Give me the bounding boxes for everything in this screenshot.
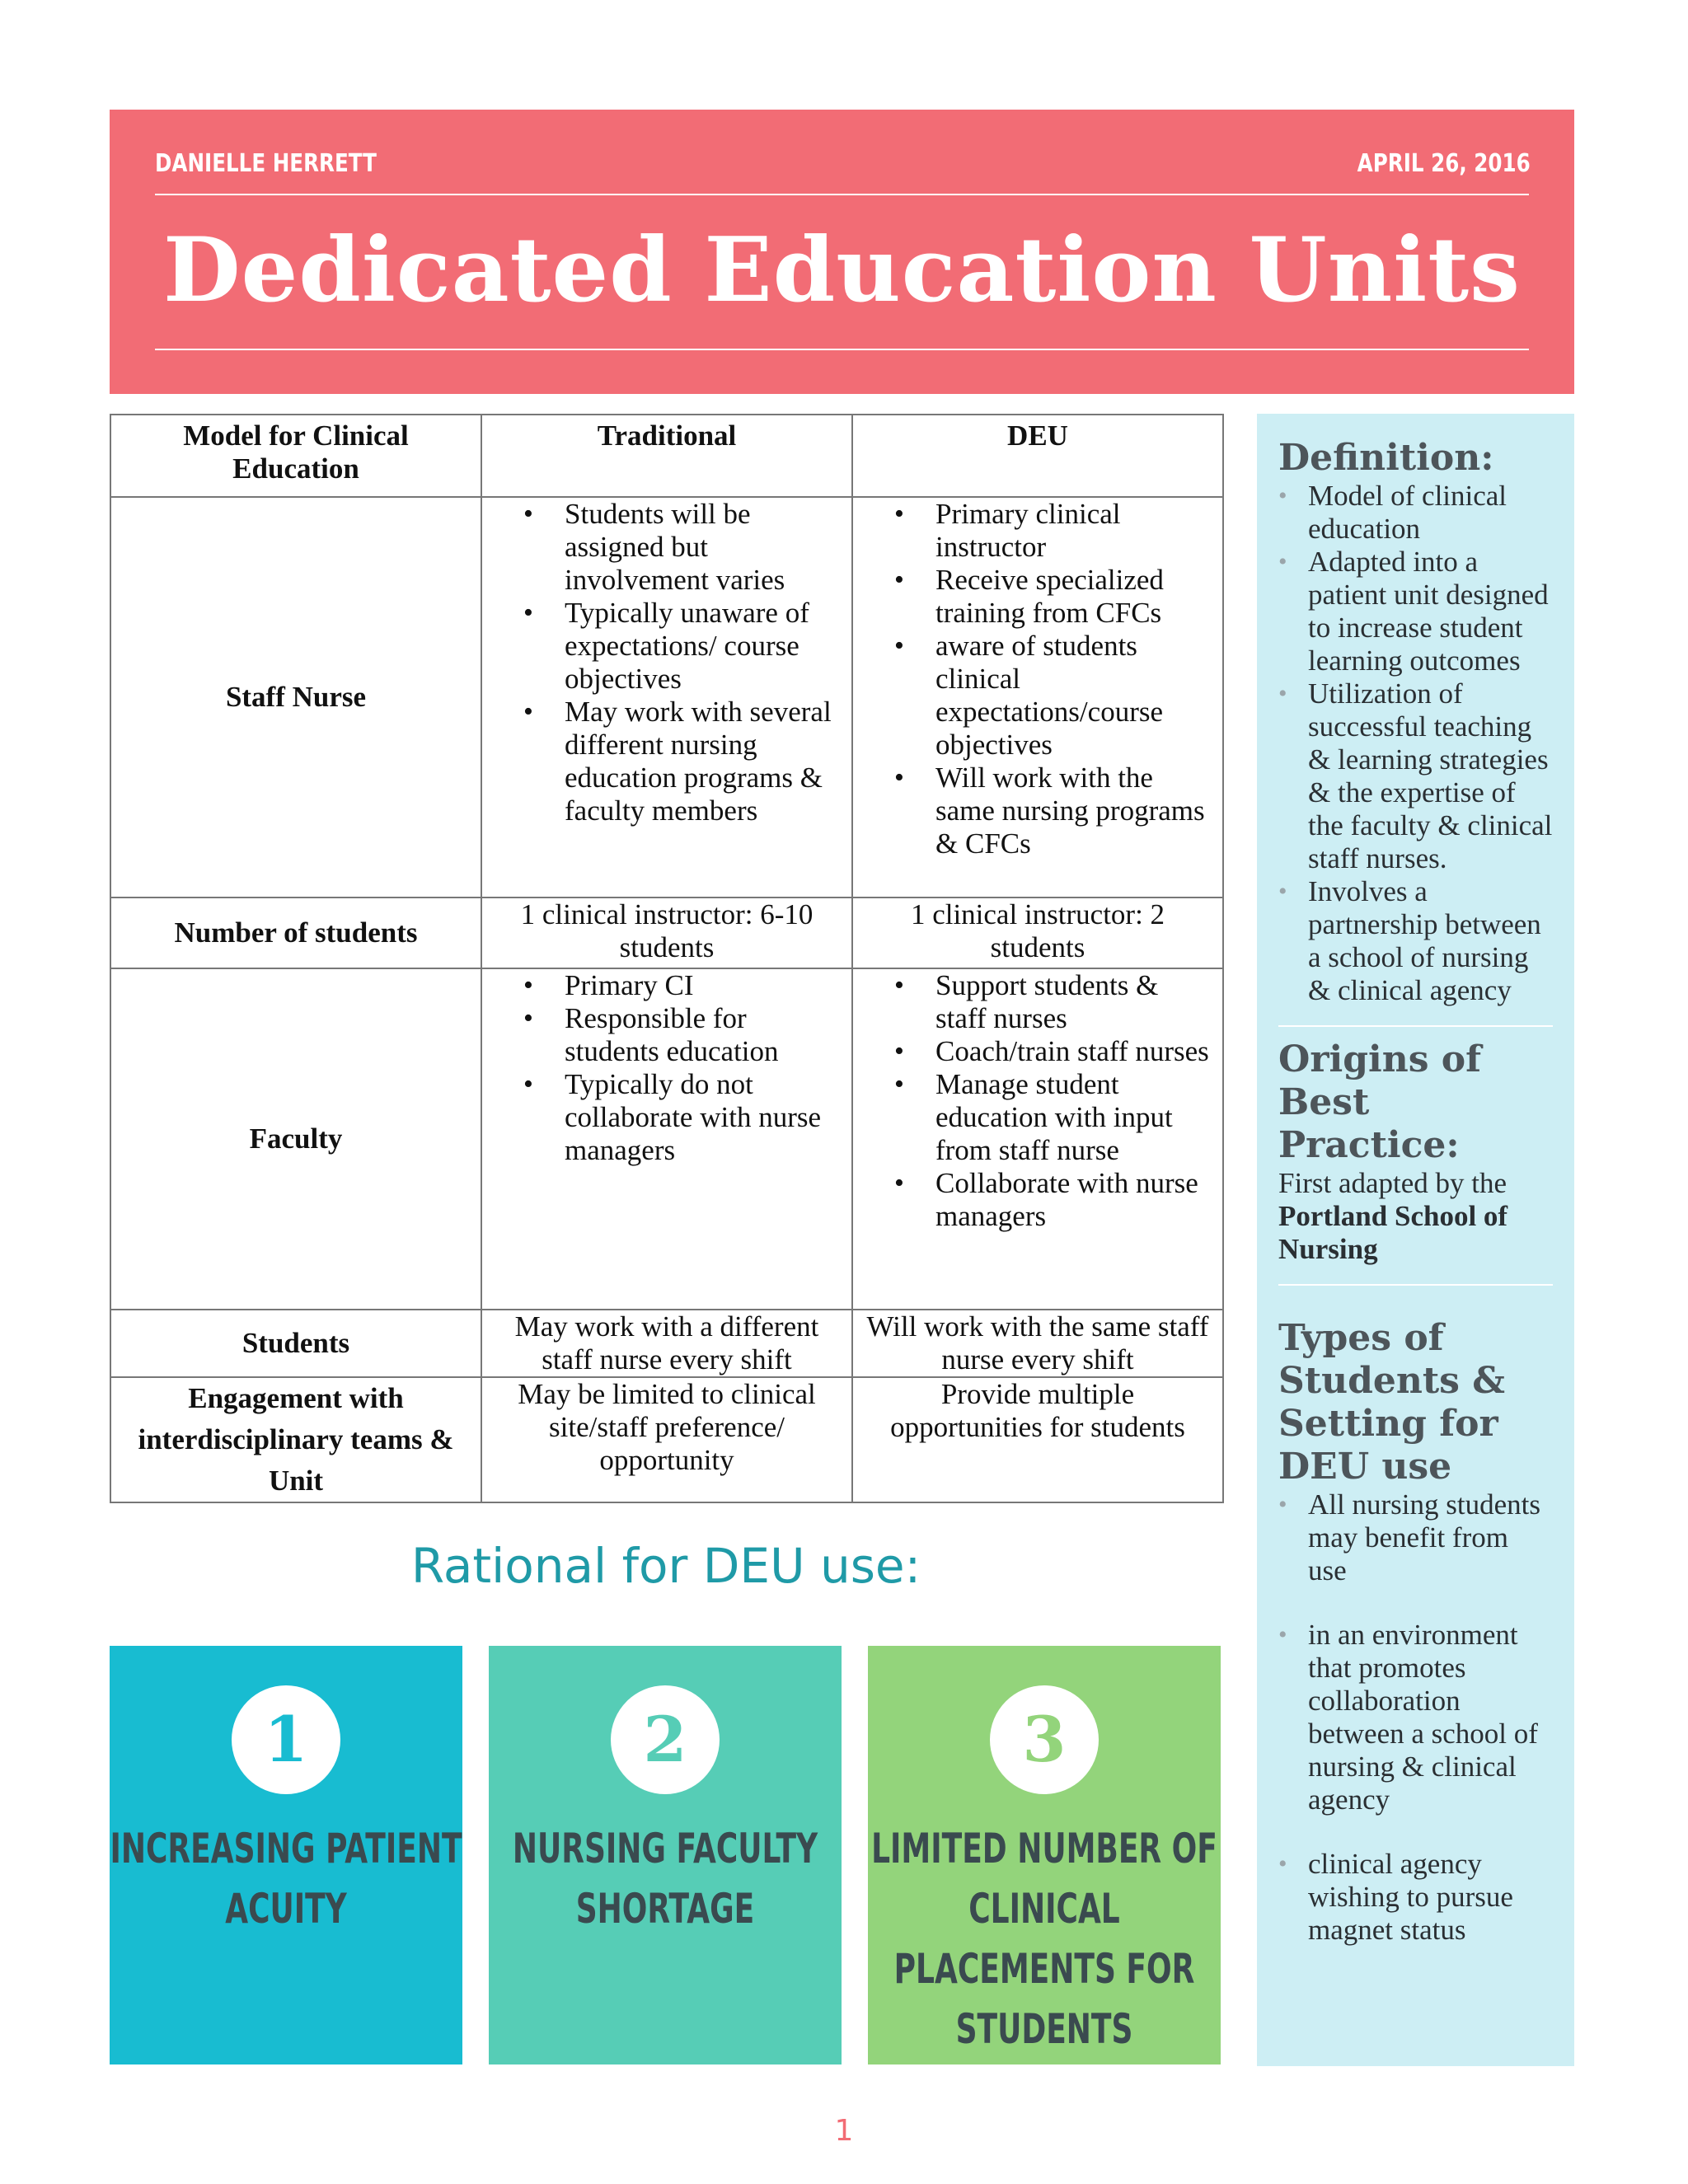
table-cell: 1 clinical instructor: 2 students [852, 898, 1223, 968]
section-divider [1278, 1284, 1553, 1286]
table-cell: 1 clinical instructor: 6-10 students [481, 898, 852, 968]
types-list [1278, 1488, 1553, 1947]
row-header: Engagement with interdisciplinary teams & Unit [110, 1377, 481, 1502]
comparison-table [110, 414, 1224, 1503]
card-number-badge: 1 [232, 1685, 340, 1794]
origins-heading: Origins of Best Practice: [1278, 1038, 1482, 1166]
column-header-deu: DEU [852, 415, 1223, 497]
card-label: NURSING FACULTY SHORTAGE [512, 1825, 818, 1933]
list-item: • Responsible for students education [494, 1002, 840, 1068]
list-item: • Coach/train staff nurses [865, 1035, 1211, 1068]
list-item: • Support students & staff nurses [865, 969, 1211, 1035]
definition-list [1278, 480, 1553, 1007]
table-cell [852, 497, 1223, 898]
card-number-badge: 3 [990, 1685, 1099, 1794]
table-cell: May be limited to clinical site/staff preference/ opportunity [481, 1377, 852, 1502]
table-row [110, 898, 1223, 968]
table-header-row [110, 415, 1223, 497]
rational-heading: Rational for DEU use: [410, 1538, 921, 1594]
list-item: • Collaborate with nurse managers [865, 1167, 1211, 1233]
card-number-badge: 2 [611, 1685, 720, 1794]
table-cell [481, 497, 852, 898]
origins-text [1278, 1167, 1553, 1266]
column-header-traditional: Traditional [481, 415, 852, 497]
list-item: • All nursing students may benefit from use [1278, 1488, 1553, 1587]
origins-school: Portland School of Nursing [1278, 1200, 1508, 1265]
row-header: Faculty [110, 968, 481, 1310]
table-cell: May work with a different staff nurse every shift [481, 1310, 852, 1377]
list-item: • Students will be assigned but involvement varies [494, 498, 840, 597]
row-header: Number of students [110, 898, 481, 968]
table-cell [852, 968, 1223, 1310]
row-header: Staff Nurse [110, 497, 481, 898]
header-meta [155, 138, 1531, 188]
list-item: • clinical agency wishing to pursue magnet status [1278, 1848, 1553, 1947]
rational-card-3 [868, 1646, 1221, 2064]
document-date: APRIL 26, 2016 [1357, 148, 1531, 178]
list-item: • Primary CI [494, 969, 840, 1002]
header-rule-top [155, 194, 1529, 195]
list-item: • Receive specialized training from CFCs [865, 564, 1211, 630]
definition-heading: Definition: [1278, 437, 1494, 479]
list-item: • Typically do not collaborate with nurse managers [494, 1068, 840, 1167]
card-label: LIMITED NUMBER OF CLINICAL PLACEMENTS FOR STUDENTS [871, 1825, 1217, 2053]
table-cell [481, 968, 852, 1310]
card-label: INCREASING PATIENT ACUITY [110, 1825, 462, 1933]
origins-intro: First adapted by the [1278, 1167, 1507, 1199]
table-cell: Provide multiple opportunities for students [852, 1377, 1223, 1502]
bullet-list [494, 969, 840, 1167]
list-item: • Model of clinical education [1278, 480, 1553, 546]
table-row [110, 968, 1223, 1310]
table-row [110, 1377, 1223, 1502]
info-sidebar [1257, 414, 1574, 2066]
bullet-list [865, 498, 1211, 860]
table-row [110, 1310, 1223, 1377]
list-item: • Manage student education with input from staff nurse [865, 1068, 1211, 1167]
page-title: Dedicated Education Units [163, 218, 1521, 322]
rational-card-2 [489, 1646, 842, 2064]
author-name: DANIELLE HERRETT [155, 148, 377, 178]
list-item: • Involves a partnership between a school of nursing & clinical agency [1278, 875, 1553, 1007]
list-item: • Adapted into a patient unit designed to increase student learning outcomes [1278, 546, 1553, 677]
section-divider [1278, 1025, 1553, 1027]
row-header: Students [110, 1310, 481, 1377]
header-rule-bottom [155, 349, 1529, 350]
list-item: • in an environment that promotes collaboration between a school of nursing & clinical agency [1278, 1619, 1553, 1816]
list-item: • Primary clinical instructor [865, 498, 1211, 564]
list-item: • May work with several different nursing education programs & faculty members [494, 696, 840, 827]
list-item: • Will work with the same nursing programs & CFCs [865, 762, 1211, 860]
header-banner [110, 110, 1574, 394]
types-heading: Types of Students & Setting for DEU use [1278, 1317, 1505, 1488]
bullet-list [865, 969, 1211, 1233]
list-item: • Typically unaware of expectations/ course objectives [494, 597, 840, 696]
table-cell: Will work with the same staff nurse every shift [852, 1310, 1223, 1377]
bullet-list [494, 498, 840, 827]
list-item: • aware of students clinical expectations/course objectives [865, 630, 1211, 762]
table-row [110, 497, 1223, 898]
rational-card-1 [110, 1646, 462, 2064]
column-header-model: Model for Clinical Education [110, 415, 481, 497]
page-number: 1 [834, 2114, 854, 2148]
list-item: • Utilization of successful teaching & learning strategies & the expertise of the faculty & clinical staff nurses. [1278, 677, 1553, 875]
